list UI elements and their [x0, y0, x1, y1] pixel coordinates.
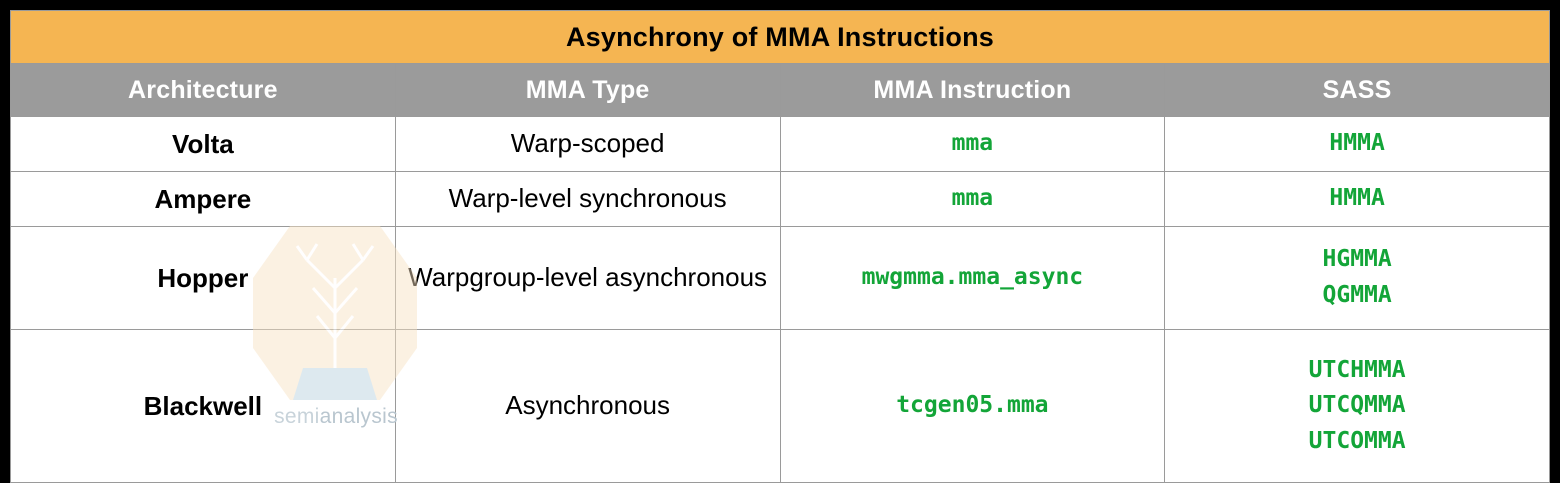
column-header-architecture: Architecture	[11, 64, 396, 117]
table-row	[11, 172, 1550, 227]
cell-mma-instruction: mma	[780, 172, 1165, 227]
table-row	[11, 330, 1550, 483]
mma-table	[10, 10, 1550, 483]
cell-sass	[1165, 227, 1550, 330]
column-header-sass: SASS	[1165, 64, 1550, 117]
table-header-row	[11, 64, 1550, 117]
table-row	[11, 227, 1550, 330]
table-title: Asynchrony of MMA Instructions	[11, 11, 1550, 64]
sass-entry: HMMA	[1329, 185, 1385, 212]
wordmark-semi: semi	[274, 405, 320, 428]
cell-architecture: Blackwell	[11, 330, 396, 483]
sass-entry: UTCOMMA	[1308, 427, 1406, 454]
wordmark-analysis: analysis	[319, 405, 398, 428]
column-header-mma-type: MMA Type	[395, 64, 780, 117]
cell-mma-type: Warpgroup-level asynchronous	[395, 227, 780, 330]
cell-sass	[1165, 172, 1550, 227]
sass-entry: UTCQMMA	[1308, 392, 1406, 419]
sass-entry: HGMMA	[1322, 246, 1392, 273]
cell-architecture: Volta	[11, 117, 396, 172]
cell-mma-instruction: mma	[780, 117, 1165, 172]
sass-entry: HMMA	[1329, 130, 1385, 157]
sass-entry: QGMMA	[1322, 282, 1392, 308]
column-header-mma-instruction: MMA Instruction	[780, 64, 1165, 117]
cell-sass	[1165, 117, 1550, 172]
cell-mma-type: Asynchronous	[395, 330, 780, 483]
table-title-row	[11, 11, 1550, 64]
cell-sass	[1165, 330, 1550, 483]
cell-architecture: Ampere	[11, 172, 396, 227]
cell-mma-instruction: mwgmma.mma_async	[780, 227, 1165, 330]
cell-architecture: Hopper	[11, 227, 396, 330]
cell-mma-instruction: tcgen05.mma	[780, 330, 1165, 483]
sass-entry: UTCHMMA	[1308, 356, 1406, 383]
table-row	[11, 117, 1550, 172]
cell-mma-type: Warp-level synchronous	[395, 172, 780, 227]
cell-mma-type: Warp-scoped	[395, 117, 780, 172]
